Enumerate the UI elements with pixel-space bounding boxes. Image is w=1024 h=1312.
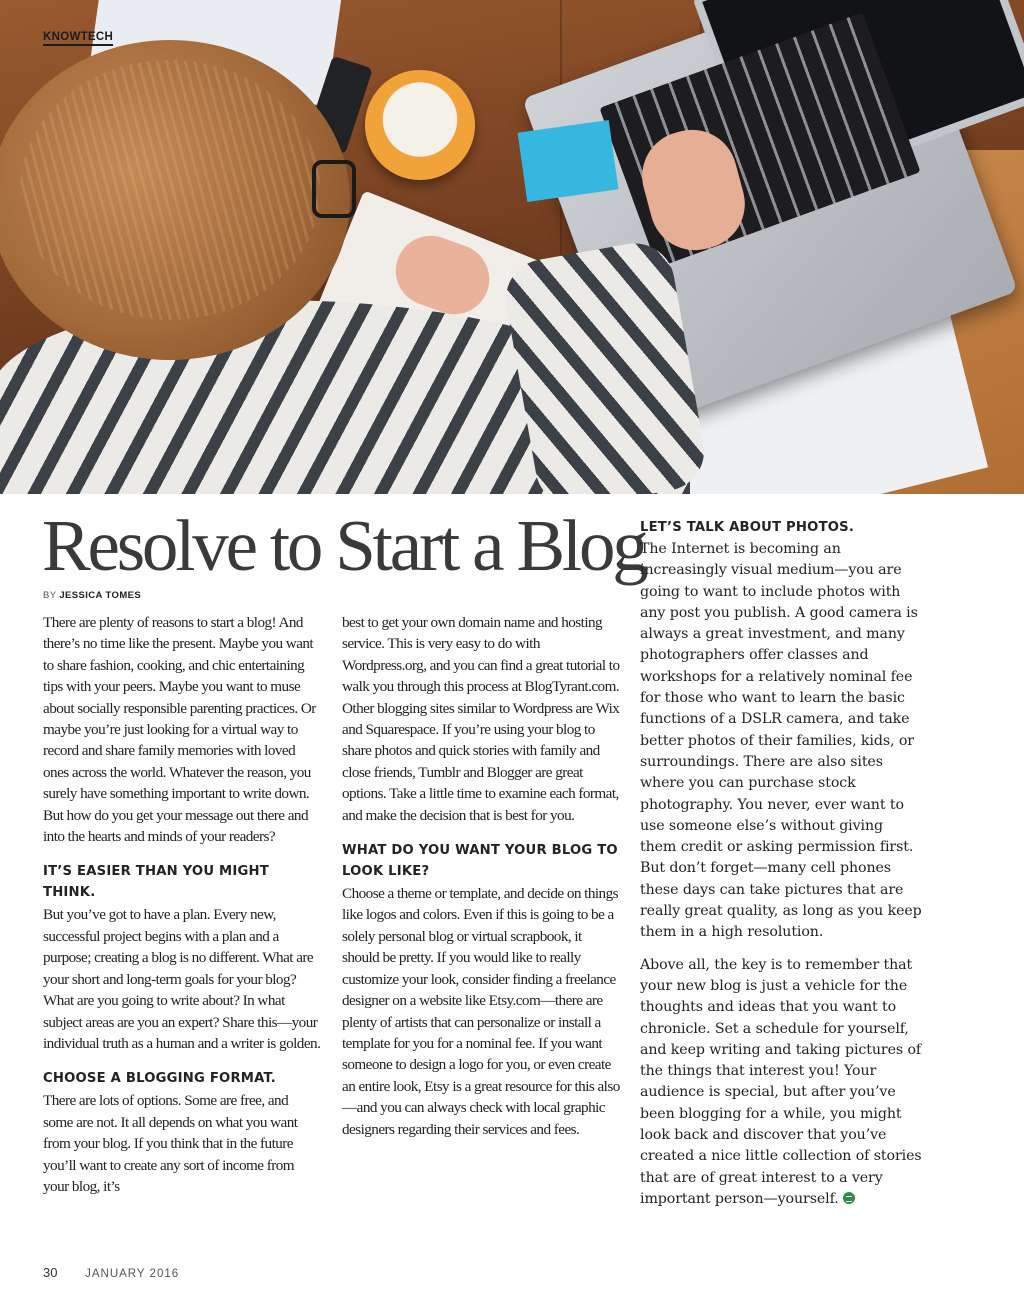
section-masthead: KNOWTECH	[43, 31, 113, 46]
article-column-1	[43, 612, 321, 1197]
paragraph-options: There are lots of options. Some are free, and some are not. It all depends on what you want from your blog. If you think that in the future you’ll want to create any sort of income from your blog, it’s	[43, 1092, 298, 1195]
paragraph-domain: best to get your own domain name and hosting service. This is very easy to do with Wordpress.org, and you can find a great tutorial to walk you through this process at BlogTyrant.com. Other blogging sites similar to Wordpress are Wix and Squarespace. If you’re using your blog to share photos and quick stories with family and close friends, Tumblr and Blogger are great options. Take a little time to examine each format, and make the decision that is best for you.	[342, 614, 620, 824]
article-column-2	[342, 612, 620, 1140]
paragraph-conclusion	[640, 955, 922, 1211]
subhead-photos: LET’S TALK ABOUT PHOTOS.	[640, 520, 855, 535]
author-name: JESSICA TOMES	[59, 590, 142, 601]
paragraph-plan: But you’ve got to have a plan. Every new, successful project begins with a plan and a purpose; creating a blog is no different. What are your short and long-term goals for your blog? What are you going to write about? In what subject areas are you an expert? Share this—your individual truth as a human and a writer is golden.	[43, 906, 321, 1052]
end-of-article-icon	[843, 1192, 855, 1204]
byline	[43, 590, 141, 601]
page-footer	[43, 1265, 179, 1280]
subhead-format: CHOOSE A BLOGGING FORMAT.	[43, 1071, 276, 1087]
subhead-look: WHAT DO YOU WANT YOUR BLOG TO LOOK LIKE?	[342, 843, 618, 880]
article-column-3	[640, 517, 922, 1210]
conclusion-text: Above all, the key is to remember that your new blog is just a vehicle for the thoughts and ideas that you want to chronicle. Set a schedule for yourself, and keep writing and taking pictures of the things that interest you! Your audience is special, but after you’ve been blogging for a while, you might look back and discover that you’ve created a nice little collection of stories that are of great interest to a very important person—yourself.	[640, 956, 922, 1207]
paragraph-photos: The Internet is becoming an increasingly visual medium—you are going to want to include photos with any post you publish. A good camera is always a great investment, and many photographers offer classes and workshops for a relatively nominal fee for those who want to learn the basic functions of a DSLR camera, and take better photos of their families, kids, or surroundings. There are also sites where you can purchase stock photography. You never, ever want to use someone else’s without giving them credit or asking permission first. But don’t forget—many cell phones these days can take pictures that are really great quality, as long as you keep them in a high resolution.	[640, 541, 922, 941]
intro-paragraph: There are plenty of reasons to start a blog! And there’s no time like the present. Maybe you want to share fashion, cooking, and chic entertaining tips with your peers. Maybe you want to muse about socially responsible parenting practices. Or maybe you’re just looking for a virtual way to record and share family memories with loved ones across the world. Whatever the reason, you surely have something important to write down. But how do you get your message out there and into the hearts and minds of your readers?	[43, 614, 316, 846]
byline-prefix: BY	[43, 590, 57, 601]
issue-date: JANUARY 2016	[85, 1268, 180, 1280]
hero-photo	[0, 0, 1024, 494]
subhead-easier: IT’S EASIER THAN YOU MIGHT THINK.	[43, 864, 269, 901]
article-title: Resolve to Start a Blog	[42, 505, 646, 586]
page-number: 30	[43, 1265, 58, 1280]
paragraph-theme: Choose a theme or template, and decide on things like logos and colors. Even if this is going to be a solely personal blog or virtual scrapbook, it should be pretty. If you would like to really customize your look, consider finding a freelance designer on a website like Etsy.com—there are plenty of artists that can personalize or install a template for you for a nominal fee. If you want someone to design a logo for you, or even create an entire look, Etsy is a great resource for this also—and you can always check with local graphic designers regarding their services and fees.	[342, 885, 620, 1138]
